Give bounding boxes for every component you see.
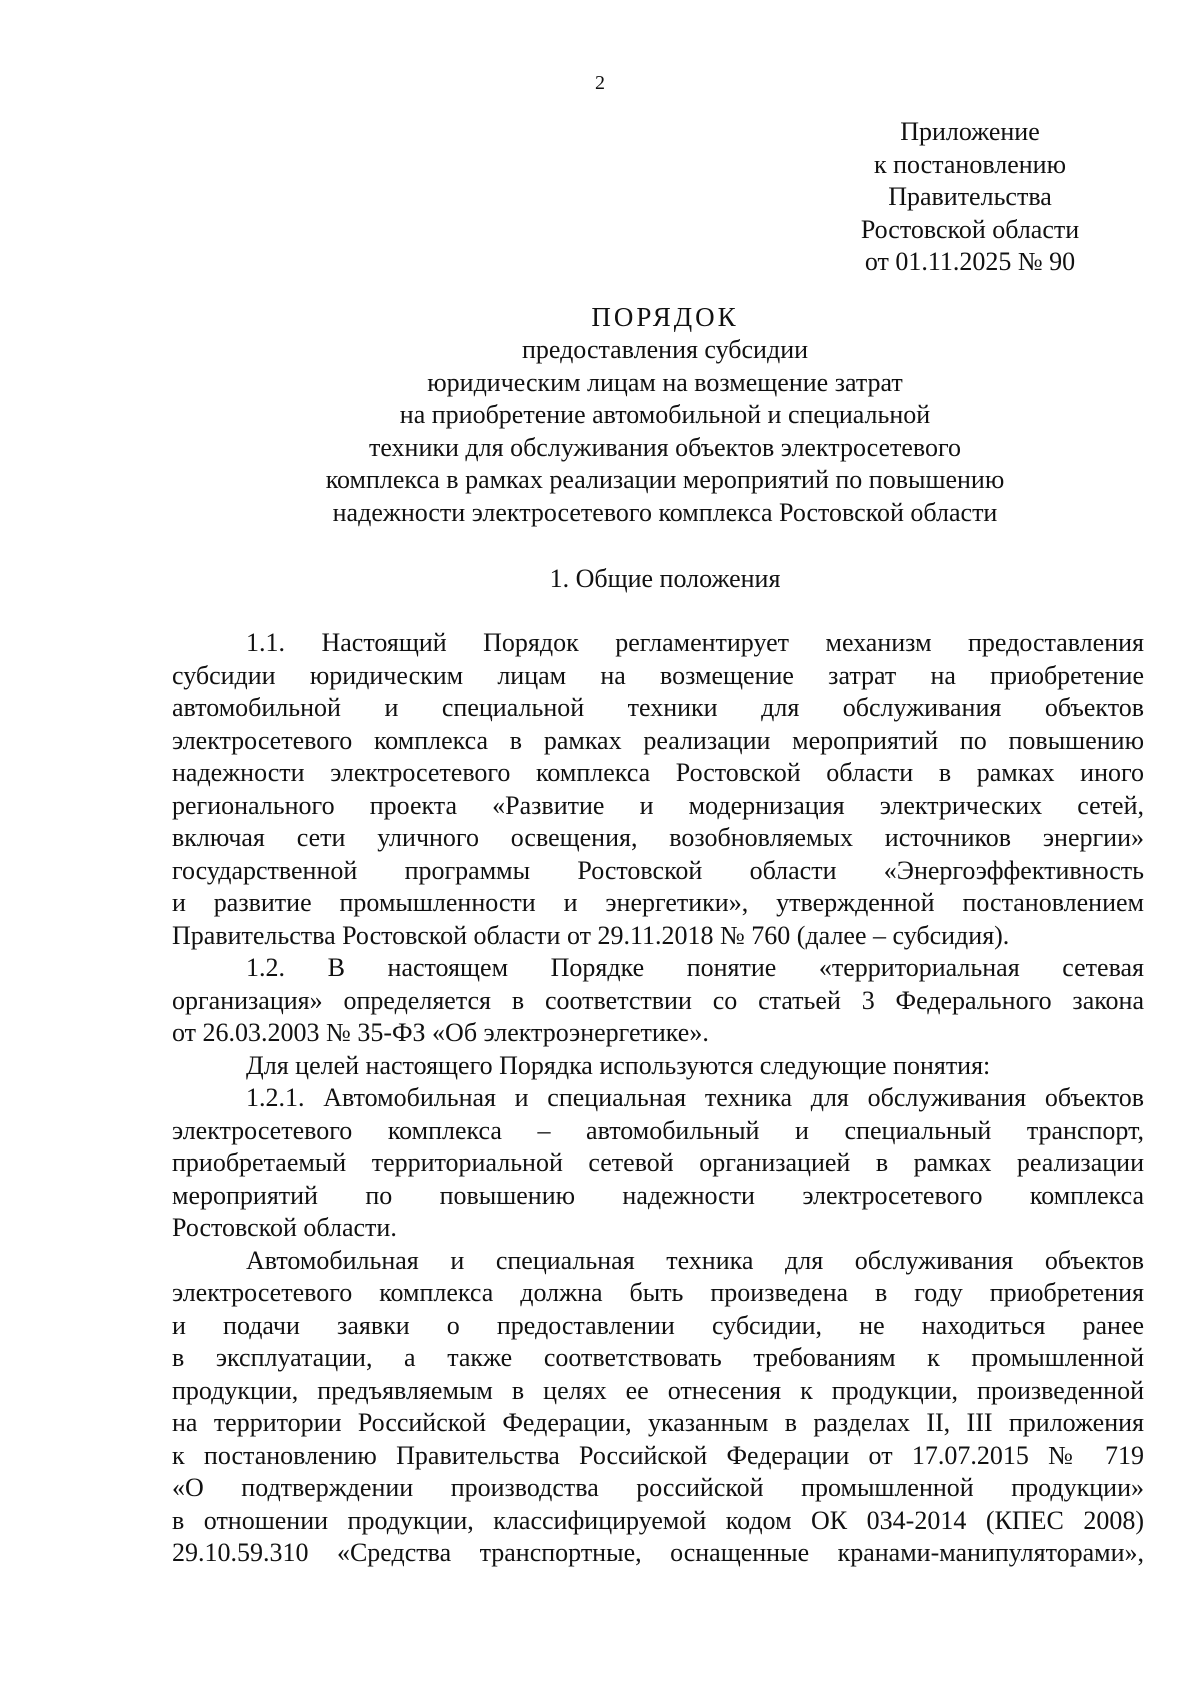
text-line: и подачи заявки о предоставлении субсидии, не находиться ранее — [172, 1310, 1144, 1340]
text-line: 1.2. В настоящем Порядке понятие «территориальная сетевая — [246, 953, 1144, 982]
annex-line: Приложение — [900, 117, 1040, 146]
text-line: в отношении продукции, классифицируемой кодом ОК 034-2014 (КПЕС 2008) — [172, 1505, 1144, 1535]
text-line: организация» определяется в соответствии со статьей 3 Федерального закона — [172, 985, 1144, 1015]
title-word: ПОРЯДОК — [591, 302, 739, 332]
document-title — [170, 300, 1160, 529]
text-line: 29.10.59.310 «Средства транспортные, оснащенные кранами-манипуляторами», — [172, 1538, 1144, 1567]
text-line: к постановлению Правительства Российской Федерации от 17.07.2015 № 719 — [172, 1440, 1144, 1470]
annex-line: от 01.11.2025 № 90 — [864, 247, 1076, 276]
text-line: «О подтверждении производства российской промышленной продукции» — [172, 1473, 1144, 1502]
annex-block — [800, 116, 1140, 279]
text-line: надежности электросетевого комплекса Ростовской области в рамках иного — [172, 758, 1144, 787]
text-line: Для целей настоящего Порядка используются следующие понятия: — [246, 1050, 991, 1080]
text-line: в эксплуатации, а также соответствовать требованиям к промышленной — [172, 1343, 1144, 1372]
section-heading: 1. Общие положения — [549, 564, 781, 593]
text-line: субсидии юридическим лицам на возмещение затрат на приобретение — [172, 660, 1144, 690]
paragraph-definitions-intro — [172, 1050, 1144, 1083]
text-line: государственной программы Ростовской области «Энергоэффективность — [172, 855, 1144, 885]
text-line: 1.1. Настоящий Порядок регламентирует механизм предоставления — [246, 628, 1144, 657]
text-line: регионального проекта «Развитие и модернизация электрических сетей, — [172, 790, 1144, 820]
paragraph-1-2-1 — [172, 1082, 1144, 1245]
text-line: включая сети уличного освещения, возобновляемых источников энергии» — [172, 823, 1144, 852]
text-line: на территории Российской Федерации, указанным в разделах II, III приложения — [172, 1408, 1144, 1437]
title-line: юридическим лицам на возмещение затрат — [427, 367, 903, 397]
text-line: Ростовской области. — [172, 1213, 397, 1242]
title-line: техники для обслуживания объектов электросетевого — [368, 432, 962, 462]
text-line: электросетевого комплекса должна быть произведена в году приобретения — [172, 1278, 1144, 1307]
annex-line: Правительства — [888, 182, 1052, 211]
text-line: электросетевого комплекса в рамках реализации мероприятий по повышению — [172, 725, 1144, 755]
text-line: от 26.03.2003 № 35-ФЗ «Об электроэнергетике». — [172, 1018, 709, 1047]
text-line: автомобильной и специальной техники для обслуживания объектов — [172, 693, 1144, 722]
text-line: 1.2.1. Автомобильная и специальная техника для обслуживания объектов — [246, 1083, 1144, 1112]
paragraph-requirements — [172, 1245, 1144, 1570]
text-line: приобретаемый территориальной сетевой организацией в рамках реализации — [172, 1148, 1144, 1177]
text-line: Автомобильная и специальная техника для обслуживания объектов — [246, 1245, 1144, 1275]
title-line: комплекса в рамках реализации мероприятий по повышению — [325, 465, 1005, 494]
paragraph-1-2 — [172, 952, 1144, 1050]
annex-line: Ростовской области — [860, 214, 1080, 244]
page-number: 2 — [595, 72, 605, 94]
text-line: мероприятий по повышению надежности электросетевого комплекса — [172, 1180, 1144, 1210]
title-line: на приобретение автомобильной и специальной — [399, 400, 931, 429]
paragraph-1-1 — [172, 627, 1144, 952]
text-line: и развитие промышленности и энергетики», утвержденной постановлением — [172, 888, 1144, 917]
text-line: продукции, предъявляемым в целях ее отнесения к продукции, произведенной — [172, 1375, 1144, 1405]
title-line: надежности электросетевого комплекса Ростовской области — [332, 497, 998, 527]
document-body — [172, 627, 1144, 1570]
text-line: электросетевого комплекса – автомобильный и специальный транспорт, — [172, 1115, 1144, 1145]
text-line: Правительства Ростовской области от 29.11.2018 № 760 (далее – субсидия). — [172, 920, 1010, 950]
title-line: предоставления субсидии — [521, 335, 809, 364]
annex-line: к постановлению — [873, 149, 1067, 179]
